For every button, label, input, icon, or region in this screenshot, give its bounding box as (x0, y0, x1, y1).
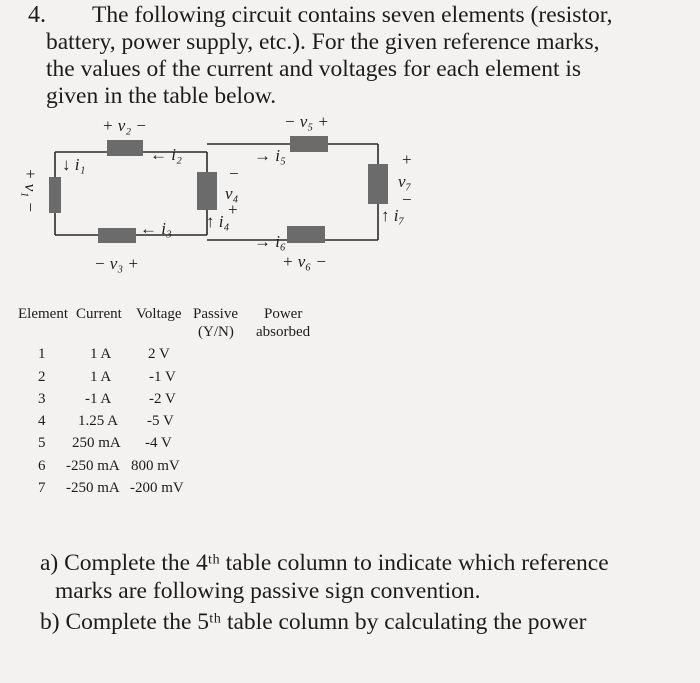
table-cell-voltage: -5 V (147, 413, 174, 429)
element-3 (98, 228, 136, 243)
table-cell-voltage: -2 V (149, 391, 176, 407)
table-cell-voltage: 800 mV (131, 458, 180, 474)
table-cell-element: 6 (38, 458, 46, 474)
table-cell-voltage: -200 mV (130, 480, 184, 496)
question-line-3: the values of the current and voltages for each element is (46, 56, 582, 82)
table-cell-current: -250 mA (66, 480, 120, 496)
table-cell-current: -250 mA (66, 458, 120, 474)
table-cell-element: 2 (38, 369, 46, 385)
element-2 (107, 140, 143, 156)
table-cell-current: 1.25 A (78, 413, 119, 429)
label-i6: → i₆ (254, 232, 286, 251)
table-header-power: Power (264, 306, 303, 322)
table-header-voltage: Voltage (136, 306, 182, 322)
table-cell-voltage: 2 V (148, 346, 170, 362)
label-i7: ↑ i₇ (381, 206, 405, 225)
table-header-current: Current (76, 306, 122, 322)
label-v7-minus: − (402, 190, 412, 209)
part-a-line-2: marks are following passive sign convention. (55, 578, 481, 604)
label-v6: + v₆ − (282, 252, 327, 271)
element-6 (287, 226, 325, 243)
table-cell-voltage: -1 V (149, 369, 176, 385)
question-line-4: given in the table below. (46, 83, 277, 109)
label-v5: − v₅ + (284, 112, 329, 131)
table-cell-element: 4 (38, 413, 46, 429)
table-header-passive: Passive (193, 306, 238, 322)
question-line-1: The following circuit contains seven elements (resistor, (92, 2, 613, 28)
table-cell-current: -1 A (85, 391, 112, 407)
label-v1: + v₁ − (21, 168, 40, 213)
label-v7: v₇ (398, 172, 412, 191)
label-v2: + v₂ − (102, 116, 147, 135)
label-i5: → i₅ (254, 146, 286, 165)
part-b-line-1: b) Complete the 5ᵗʰ table column by calculating the power (40, 609, 587, 635)
element-4 (197, 172, 217, 210)
label-i1: ↓ i₁ (62, 155, 86, 174)
table-cell-element: 5 (38, 435, 46, 451)
table-header-element: Element (18, 306, 68, 322)
label-v4: v₄ (225, 184, 239, 203)
table-cell-element: 1 (38, 346, 46, 362)
question-number: 4. (28, 2, 46, 28)
label-i3: ← i₃ (140, 219, 172, 238)
table-cell-current: 250 mA (72, 435, 121, 451)
question-line-2: battery, power supply, etc.). For the given reference marks, (46, 29, 600, 55)
label-i4: ↑ i₄ (206, 212, 230, 231)
element-1 (49, 177, 61, 213)
table-cell-voltage: -4 V (145, 435, 172, 451)
label-v4-minus: − (229, 164, 239, 183)
table-cell-current: 1 A (90, 369, 112, 385)
element-7 (368, 164, 388, 204)
element-5 (290, 136, 328, 152)
table-cell-current: 1 A (90, 346, 112, 362)
label-v7-plus: + (402, 150, 412, 169)
table-subheader-absorbed: absorbed (256, 324, 311, 340)
part-a-line-1: a) Complete the 4ᵗʰ table column to indicate which reference (40, 550, 609, 576)
table-subheader-yn: (Y/N) (198, 324, 234, 340)
label-v4-plus: + (228, 200, 238, 219)
label-v3: − v₃ + (94, 254, 139, 273)
label-i2: ← i₂ (150, 145, 182, 164)
table-cell-element: 3 (38, 391, 46, 407)
table-cell-element: 7 (38, 480, 46, 496)
